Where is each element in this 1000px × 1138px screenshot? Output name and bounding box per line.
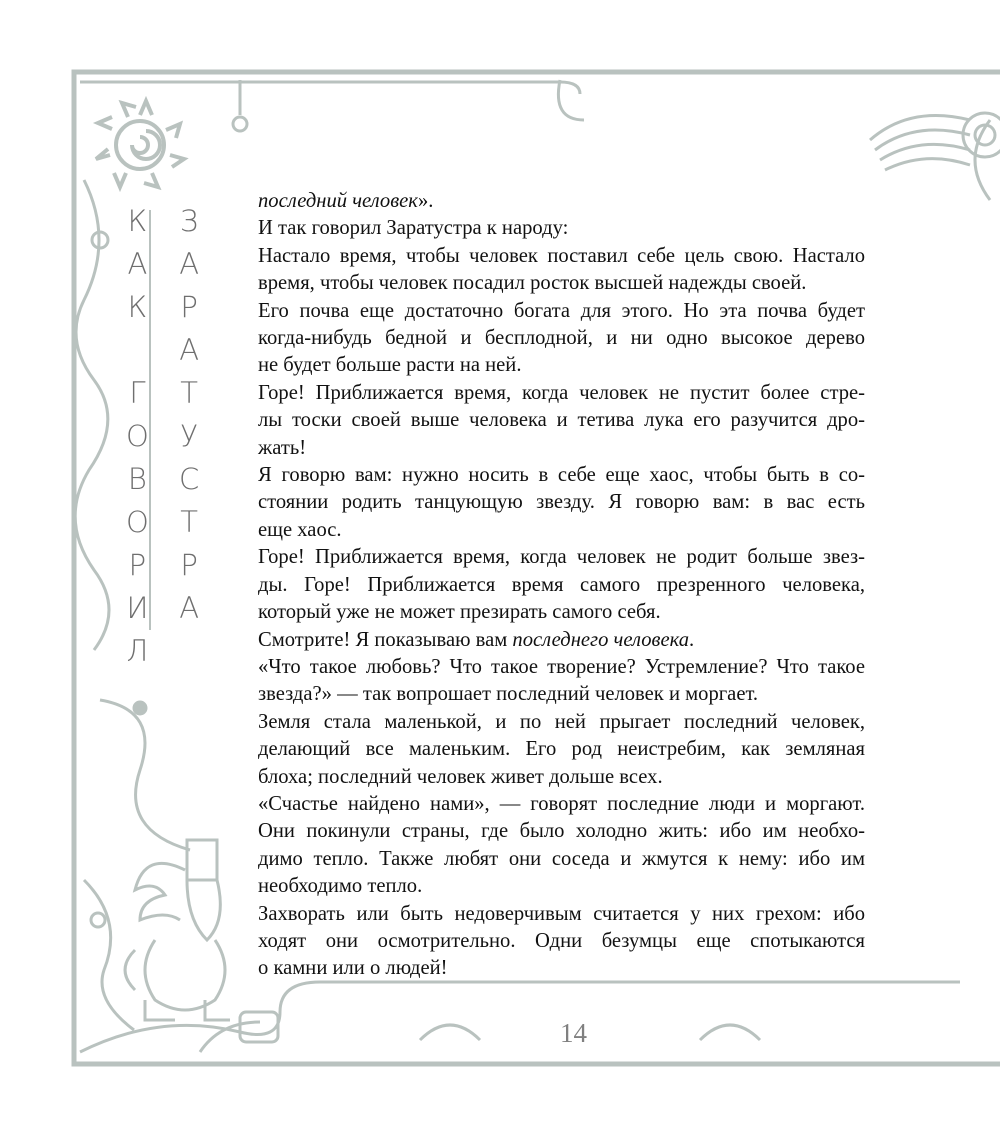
title-letter: Р	[180, 290, 198, 324]
text-line: звезда?» — так вопрошает последний человек и моргает.	[258, 683, 759, 706]
text-line: не будет больше расти на ней.	[258, 354, 522, 377]
body-text	[258, 188, 865, 983]
title-letter: Т	[180, 376, 198, 410]
text-line: ды. Горе! Приближается время самого презренного человека,	[258, 573, 865, 596]
title-letter: У	[180, 419, 198, 453]
title-letter: Р	[128, 548, 147, 582]
left-vine	[75, 180, 109, 650]
title-letter: З	[179, 204, 199, 238]
text-line: делающий все маленьким. Его род неистребим, как земляная	[258, 738, 865, 761]
page-number: 14	[560, 1018, 587, 1048]
text-line: Захворать или быть недоверчивым считается у них грехом: ибо	[258, 902, 865, 925]
title-letter: А	[179, 591, 200, 625]
title-letter: С	[179, 462, 200, 496]
italic-phrase: последнего человека	[512, 628, 690, 651]
left-dot	[134, 702, 146, 714]
text-line: Земля стала маленькой, и по ней прыгает последний человек,	[258, 710, 865, 733]
text-line: Настало время, чтобы человек поставил себе цель свою. Настало	[258, 244, 865, 267]
punctuation: ».	[417, 190, 434, 212]
text-line: Горе! Приближается время, когда человек не родит больше звез-	[258, 546, 865, 569]
text-line: необходимо тепло.	[258, 875, 423, 898]
vertical-title-word-1	[126, 200, 149, 673]
top-scroll-line	[80, 82, 580, 94]
text-segment: Смотрите! Я показываю вам	[258, 628, 513, 651]
text-line: еще хаос.	[258, 518, 342, 541]
text-line: о камни или о людей!	[258, 957, 448, 980]
text-line: Его почва еще достаточно богата для этого. Но эта почва будет	[258, 299, 865, 322]
title-letter: А	[179, 333, 200, 367]
title-letter: О	[126, 419, 149, 453]
title-letter: Т	[180, 505, 198, 539]
title-letter: Л	[126, 634, 149, 668]
title-letter: О	[126, 505, 149, 539]
text-line: стоянии родить танцующую звезду. Я говорю вам: в вас есть	[258, 491, 865, 514]
title-letter: Г	[129, 376, 146, 410]
text-line: ходят они осмотрительно. Одни безумцы еще спотыкаются	[258, 929, 865, 952]
vertical-title-word-2	[179, 200, 199, 630]
bottom-scroll-box	[240, 1012, 278, 1042]
bottom-scroll-line	[80, 982, 960, 1052]
text-line: блоха; последний человек живет дольше всех.	[258, 765, 663, 788]
title-letter: А	[127, 247, 148, 281]
title-letter: А	[179, 247, 200, 281]
title-letter: И	[126, 591, 149, 625]
title-letter: Р	[180, 548, 198, 582]
text-line: Горе! Приближается время, когда человек не пустит более стре-	[258, 381, 865, 404]
text-line	[258, 627, 865, 654]
winged-disk-icon	[870, 113, 1000, 170]
left-ring-bottom	[91, 913, 105, 927]
top-ring	[233, 117, 247, 131]
text-line: время, чтобы человек посадил росток высшей надежды своей.	[258, 272, 807, 295]
text-line: жать!	[258, 436, 307, 459]
punctuation: .	[689, 628, 695, 651]
text-line: лы тоски своей выше человека и тетива лука его разучится дро-	[258, 409, 865, 432]
text-line: Они покинули страны, где было холодно жить: ибо им необхо-	[258, 820, 865, 843]
text-line: «Что такое любовь? Что такое творение? Устремление? Что такое	[258, 655, 865, 678]
lamassu-figure-icon	[125, 840, 230, 1020]
text-line: когда-нибудь бедной и бесплодной, и ни одно высокое дерево	[258, 327, 865, 350]
text-line: димо тепло. Также любят они соседа и жмутся к нему: ибо им	[258, 847, 865, 870]
text-line: «Счастье найдено нами», — говорят последние люди и моргают.	[258, 792, 865, 815]
text-line: который уже не может презирать самого себя.	[258, 601, 661, 624]
text-line: И так говорил Заратустра к народу:	[258, 217, 569, 240]
text-line	[258, 188, 865, 215]
title-letter: К	[127, 290, 148, 324]
text-line: Я говорю вам: нужно носить в себе еще хаос, чтобы быть в со-	[258, 464, 865, 487]
title-letter: В	[127, 462, 147, 496]
italic-phrase: последний человек	[258, 190, 418, 212]
sun-icon	[96, 101, 184, 187]
title-letter: К	[127, 204, 148, 238]
